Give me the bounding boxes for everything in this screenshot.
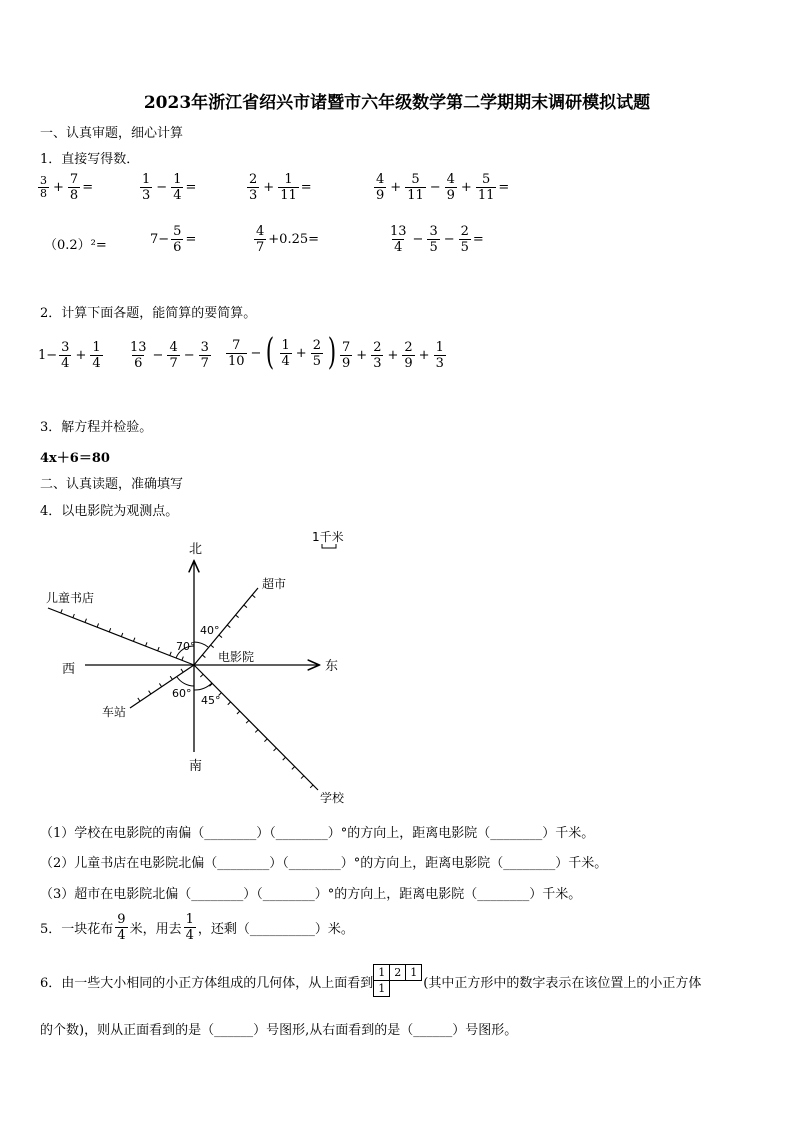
ray-tick [264,739,267,742]
scale-bar [322,544,336,548]
section-2-heading: 二、认真读题，准确填写 [40,477,184,492]
q2-expr-1: 1− $\frac{3}{4}$ + $\frac{1}{4}$ [38,340,101,371]
q4-sub-1: （1）学校在电影院的南偏（________）（________）°的方向上，距离电影院（________）千米。 [40,826,595,841]
ray-tick [170,652,171,656]
ray-tick [228,702,231,705]
q1-expr-3: $\frac{2}{3}$ + $\frac{1}{11}$ = [249,172,312,203]
question-5: 5．一块花布 $\frac{9}{4}$ 米，用去 $\frac{1}{4}$ ，还剩（__________）米。 [40,912,354,943]
q1-expr-7: $\frac{4}{7}$ +0.25= [256,224,320,255]
ray-tick [170,676,172,679]
ray-school [194,665,318,790]
ray-tick [211,645,214,648]
q2-expr-4: $\frac{7}{9}$ + $\frac{2}{3}$ + $\frac{2}{9}$ + $\frac{1}{3}$ [342,340,444,371]
ray-tick [138,698,140,701]
ray-tick [85,619,86,623]
q3-equation: 4x＋6＝80 [40,451,110,466]
question-1-label: 1．直接写得数． [40,152,140,167]
ray-tick [158,647,159,651]
grid-cell: 1 [373,980,390,997]
label-north: 北 [189,542,203,557]
question-4-label: 4．以电影院为观测点。 [40,504,179,519]
ray-tick [255,730,258,733]
ray-tick [181,669,183,672]
question-2-label: 2．计算下面各题，能简算的要简算。 [40,306,257,321]
ray-tick [121,633,122,637]
label-south: 南 [189,759,203,774]
q1-expr-4: $\frac{4}{9}$ + $\frac{5}{11}$ − $\frac{4}{9}$ + $\frac{5}{11}$ = [376,172,510,203]
label-school: 学校 [320,791,345,805]
ray-tick [159,683,161,686]
ray-tick [237,711,240,714]
angle-label-school: 45° [201,694,221,707]
ray-tick [202,655,205,658]
ray-tick [97,623,98,627]
grid-cell: 1 [373,964,390,981]
grid-cell: 2 [389,964,406,981]
q4-sub-2: （2）儿童书店在电影院北偏（________）（________）°的方向上，距离电影院（________）千米。 [40,856,608,871]
ray-tick [310,785,313,788]
label-west: 西 [62,662,76,677]
label-east: 东 [325,659,339,674]
angle-arc-station [177,677,194,686]
q1-expr-1: $\frac{3}{8}$ + $\frac{7}{8}$ = [40,172,94,203]
angle-label-book: 70° [176,640,196,653]
q1-expr-2: $\frac{1}{3}$ − $\frac{1}{4}$ = [142,172,197,203]
label-supermarket: 超市 [262,577,287,591]
label-center: 电影院 [218,650,255,664]
q1-expr-5: （0.2）²= [44,238,107,253]
angle-arc-super [194,642,208,647]
ray-tick [283,757,286,760]
top-view-grid [373,964,423,998]
fraction: $\frac{3}{8}$ [40,174,47,200]
ray-tick [73,614,74,618]
question-3-label: 3．解方程并检验。 [40,420,153,435]
label-station: 车站 [102,705,127,719]
q2-expr-2: $\frac{13}{6}$ − $\frac{4}{7}$ − $\frac{3}{7}$ [130,340,209,371]
ray-tick [200,674,203,677]
q1-expr-8: $\frac{13}{4}$ − $\frac{3}{5}$ − $\frac{2}{5}$ = [390,224,484,255]
ray-tick [236,615,239,618]
section-1-heading: 一、认真审题，细心计算 [40,126,184,141]
ray-tick [246,720,249,723]
label-bookstore: 儿童书店 [46,591,95,605]
ray-tick [301,776,304,779]
q1-expr-6: 7− $\frac{5}{6}$ = [150,224,197,255]
ray-tick [146,642,147,646]
scale-label: 1千米 [312,530,344,544]
ray-tick [109,628,110,632]
ray-tick [149,691,151,694]
ray-tick [61,609,62,613]
question-6-line-2: 的个数)，则从正面看到的是（______）号图形,从右面看到的是（______）号图形。 [40,1023,518,1038]
page-title: 2023年浙江省绍兴市诸暨市六年级数学第二学期期末调研模拟试题 [143,93,651,113]
angle-label-station: 60° [172,687,192,700]
angle-arc-school [194,683,212,690]
question-6-line-1: 6．由一些大小相同的小正方体组成的几何体，从上面看到 1 2 1 1 (其中正方形中的数字表示在该位置上的小正方体 [40,964,701,998]
ray-tick [227,625,230,628]
ray-tick [252,595,255,598]
q4-sub-3: （3）超市在电影院北偏（________）（________）°的方向上，距离电影院（________）千米。 [40,887,582,902]
grid-cell: 1 [405,964,422,981]
q2-expr-3: $\frac{7}{10}$ − ( $\frac{1}{4}$ + $\frac{2}{5}$ ) [228,332,337,373]
ray-tick [274,748,277,751]
ray-tick [292,767,295,770]
ray-tick [133,638,134,642]
ray-tick [182,657,183,661]
ray-tick [244,605,247,608]
angle-label-super: 40° [200,624,220,637]
direction-diagram [0,520,794,820]
